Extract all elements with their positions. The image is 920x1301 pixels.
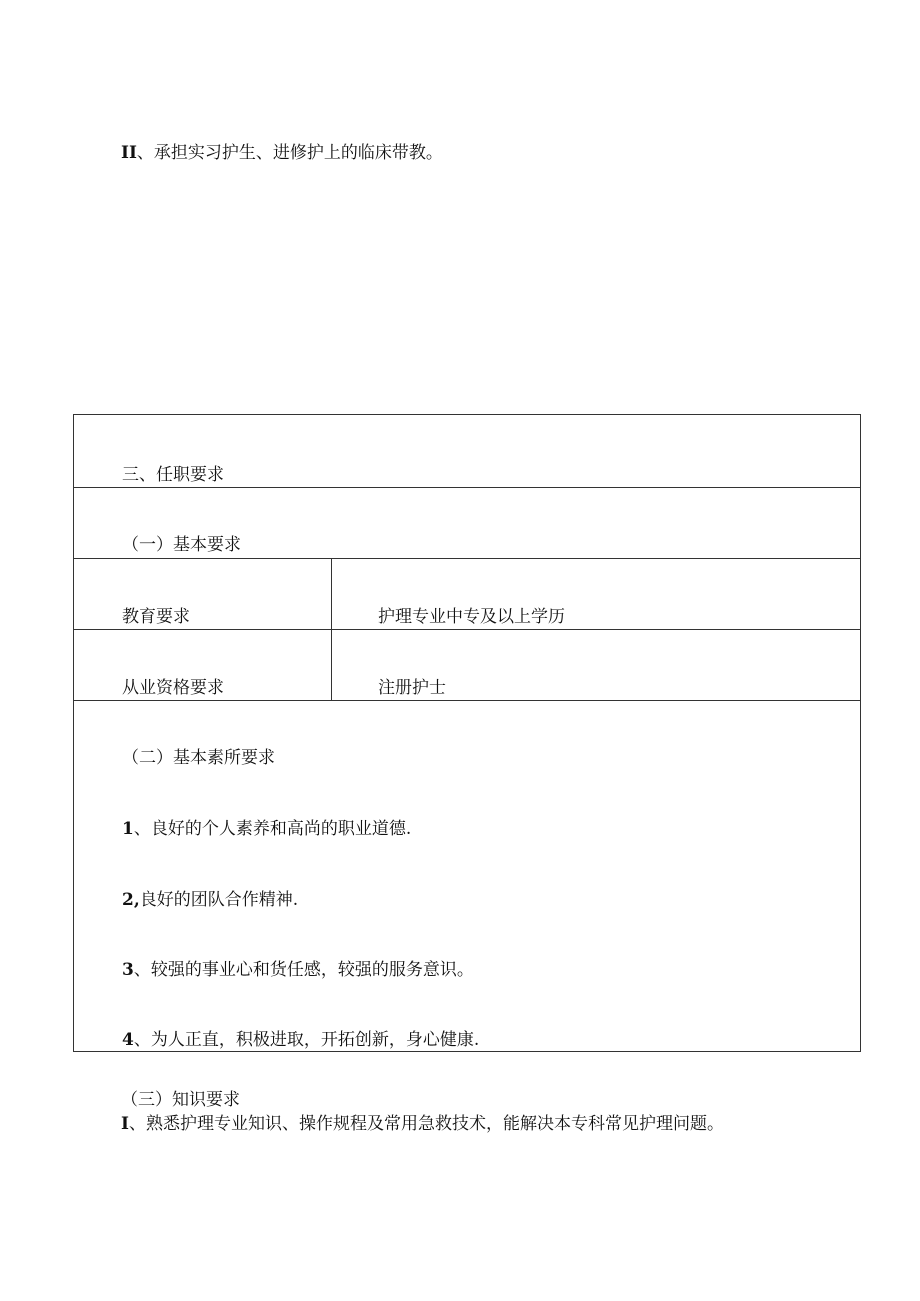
table-divider [74,700,860,701]
duty-item-11-number: II [121,143,137,163]
knowledge-item-text: 、熟悉护理专业知识、操作规程及常用急救技术，能解决本专科常见护理问题。 [128,1114,724,1134]
quality-item-3 [122,960,474,980]
requirements-table [73,414,861,1052]
table-divider [74,558,860,559]
duty-item-11 [121,143,443,163]
quality-item-number: 3 [122,960,134,980]
quality-item-text: 、为人正直，积极进取，开拓创新，身心健康. [133,1030,480,1050]
education-value: 护理专业中专及以上学历 [378,607,565,627]
table-column-divider [331,558,332,700]
quality-requirements-title: （二）基本素所要求 [122,748,275,768]
basic-requirements-title: （一）基本要求 [122,535,241,555]
knowledge-requirements-title: （三）知识要求 [121,1090,240,1110]
quality-item-text: 良好的团队合作精神. [139,890,299,910]
table-divider [74,629,860,630]
quality-item-number: 1 [122,819,134,839]
quality-item-text: 、较强的事业心和货任感，较强的服务意识。 [133,960,474,980]
knowledge-item-1 [121,1114,724,1134]
quality-item-number: 2, [122,890,140,910]
duty-item-11-text: 、承担实习护生、进修护上的临床带教。 [136,143,443,163]
quality-item-1 [122,819,411,839]
knowledge-item-number: I [121,1114,129,1134]
table-divider [74,487,860,488]
quality-item-4 [122,1030,479,1050]
quality-item-number: 4 [122,1030,134,1050]
education-label: 教育要求 [122,607,190,627]
section-title: 三、任职要求 [122,465,224,485]
qualification-value: 注册护士 [378,678,446,698]
quality-item-2 [122,890,298,910]
quality-item-text: 、良好的个人素养和高尚的职业道德. [133,819,412,839]
qualification-label: 从业资格要求 [122,678,224,698]
